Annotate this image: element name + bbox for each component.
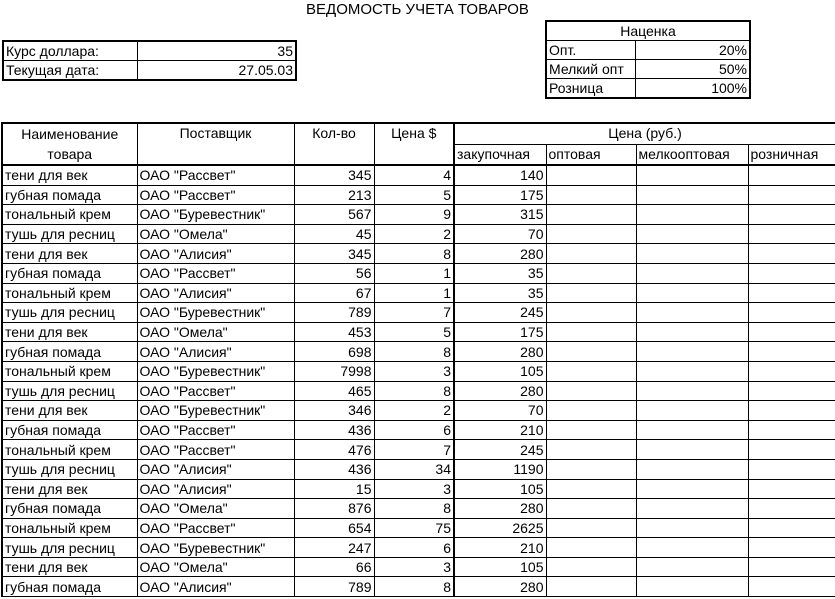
small-wholesale-cell[interactable] bbox=[636, 205, 748, 225]
price-usd-cell[interactable]: 6 bbox=[374, 420, 454, 440]
rate-row bbox=[3, 41, 296, 61]
rate-value-cell[interactable]: 35 bbox=[137, 41, 296, 61]
price-usd-cell[interactable]: 7 bbox=[374, 303, 454, 323]
qty-cell[interactable]: 453 bbox=[294, 322, 374, 342]
wholesale-cell[interactable] bbox=[546, 224, 636, 244]
small-wholesale-cell[interactable] bbox=[636, 244, 748, 264]
qty-cell[interactable]: 698 bbox=[294, 342, 374, 362]
purchase-cell[interactable]: 245 bbox=[454, 303, 546, 323]
qty-cell[interactable]: 346 bbox=[294, 401, 374, 421]
markup-label-cell[interactable]: Мелкий опт bbox=[546, 60, 635, 79]
wholesale-cell[interactable] bbox=[546, 263, 636, 283]
qty-cell[interactable]: 345 bbox=[294, 244, 374, 264]
supplier-cell[interactable]: ОАО "Рассвет" bbox=[137, 185, 294, 205]
wholesale-cell[interactable] bbox=[546, 322, 636, 342]
header-wholesale-cell[interactable]: оптовая bbox=[546, 144, 636, 165]
wholesale-cell[interactable] bbox=[546, 479, 636, 499]
supplier-cell[interactable]: ОАО "Рассвет" bbox=[137, 518, 294, 538]
wholesale-cell[interactable] bbox=[546, 577, 636, 597]
wholesale-cell[interactable] bbox=[546, 518, 636, 538]
retail-cell[interactable] bbox=[748, 303, 835, 323]
table-row bbox=[2, 381, 835, 401]
purchase-cell[interactable]: 35 bbox=[454, 263, 546, 283]
name-cell[interactable]: тональный крем bbox=[2, 440, 137, 460]
markup-row bbox=[546, 60, 750, 79]
qty-cell[interactable]: 345 bbox=[294, 165, 374, 185]
wholesale-cell[interactable] bbox=[546, 342, 636, 362]
small-wholesale-cell[interactable] bbox=[636, 283, 748, 303]
supplier-cell[interactable]: ОАО "Омела" bbox=[137, 499, 294, 519]
qty-cell[interactable]: 56 bbox=[294, 263, 374, 283]
name-cell[interactable]: тональный крем bbox=[2, 518, 137, 538]
small-wholesale-cell[interactable] bbox=[636, 342, 748, 362]
name-cell[interactable]: тушь для ресниц bbox=[2, 538, 137, 558]
price-usd-cell[interactable]: 6 bbox=[374, 538, 454, 558]
retail-cell[interactable] bbox=[748, 479, 835, 499]
name-cell[interactable]: тушь для ресниц bbox=[2, 224, 137, 244]
purchase-cell[interactable]: 315 bbox=[454, 205, 546, 225]
price-usd-cell[interactable]: 3 bbox=[374, 479, 454, 499]
name-cell[interactable]: губная помада bbox=[2, 420, 137, 440]
qty-cell[interactable]: 436 bbox=[294, 459, 374, 479]
qty-cell[interactable]: 7998 bbox=[294, 361, 374, 381]
retail-cell[interactable] bbox=[748, 342, 835, 362]
supplier-cell[interactable]: ОАО "Рассвет" bbox=[137, 165, 294, 185]
purchase-cell[interactable]: 175 bbox=[454, 185, 546, 205]
purchase-cell[interactable]: 245 bbox=[454, 440, 546, 460]
price-usd-cell[interactable]: 4 bbox=[374, 165, 454, 185]
qty-cell[interactable]: 476 bbox=[294, 440, 374, 460]
name-cell[interactable]: губная помада bbox=[2, 263, 137, 283]
purchase-cell[interactable]: 175 bbox=[454, 322, 546, 342]
retail-cell[interactable] bbox=[748, 538, 835, 558]
price-usd-cell[interactable]: 8 bbox=[374, 342, 454, 362]
price-usd-cell[interactable]: 5 bbox=[374, 322, 454, 342]
price-usd-cell[interactable]: 1 bbox=[374, 283, 454, 303]
table-row bbox=[2, 401, 835, 421]
table-row bbox=[2, 224, 835, 244]
purchase-cell[interactable]: 280 bbox=[454, 244, 546, 264]
retail-cell[interactable] bbox=[748, 518, 835, 538]
supplier-cell[interactable]: ОАО "Буревестник" bbox=[137, 401, 294, 421]
wholesale-cell[interactable] bbox=[546, 499, 636, 519]
small-wholesale-cell[interactable] bbox=[636, 381, 748, 401]
date-label-cell[interactable]: Текущая дата: bbox=[3, 61, 137, 81]
price-usd-cell[interactable]: 8 bbox=[374, 244, 454, 264]
rate-label-cell[interactable]: Курс доллара: bbox=[3, 41, 137, 61]
supplier-cell[interactable]: ОАО "Рассвет" bbox=[137, 420, 294, 440]
table-row bbox=[2, 244, 835, 264]
header-purchase-cell[interactable]: закупочная bbox=[454, 144, 546, 165]
purchase-cell[interactable]: 70 bbox=[454, 224, 546, 244]
markup-header-row bbox=[546, 21, 750, 41]
purchase-cell[interactable]: 2625 bbox=[454, 518, 546, 538]
wholesale-cell[interactable] bbox=[546, 165, 636, 185]
table-row bbox=[2, 479, 835, 499]
header-qty-cell[interactable]: Кол-во bbox=[294, 123, 374, 165]
retail-cell[interactable] bbox=[748, 420, 835, 440]
small-wholesale-cell[interactable] bbox=[636, 557, 748, 577]
markup-value-cell[interactable]: 100% bbox=[635, 79, 750, 99]
small-wholesale-cell[interactable] bbox=[636, 303, 748, 323]
price-usd-cell[interactable]: 3 bbox=[374, 361, 454, 381]
qty-cell[interactable]: 436 bbox=[294, 420, 374, 440]
table-row bbox=[2, 283, 835, 303]
purchase-cell[interactable]: 105 bbox=[454, 361, 546, 381]
table-row bbox=[2, 303, 835, 323]
purchase-cell[interactable]: 280 bbox=[454, 577, 546, 597]
price-usd-cell[interactable]: 8 bbox=[374, 381, 454, 401]
supplier-cell[interactable]: ОАО "Рассвет" bbox=[137, 440, 294, 460]
price-usd-cell[interactable]: 8 bbox=[374, 499, 454, 519]
small-wholesale-cell[interactable] bbox=[636, 263, 748, 283]
supplier-cell[interactable]: ОАО "Рассвет" bbox=[137, 263, 294, 283]
qty-cell[interactable]: 654 bbox=[294, 518, 374, 538]
purchase-cell[interactable]: 1190 bbox=[454, 459, 546, 479]
price-usd-cell[interactable]: 8 bbox=[374, 577, 454, 597]
name-cell[interactable]: тушь для ресниц bbox=[2, 459, 137, 479]
header-price-usd-cell[interactable]: Цена $ bbox=[374, 123, 454, 165]
qty-cell[interactable]: 66 bbox=[294, 557, 374, 577]
qty-cell[interactable]: 247 bbox=[294, 538, 374, 558]
retail-cell[interactable] bbox=[748, 244, 835, 264]
price-usd-cell[interactable]: 5 bbox=[374, 185, 454, 205]
supplier-cell[interactable]: ОАО "Алисия" bbox=[137, 283, 294, 303]
name-cell[interactable]: тени для век bbox=[2, 244, 137, 264]
wholesale-cell[interactable] bbox=[546, 244, 636, 264]
retail-cell[interactable] bbox=[748, 165, 835, 185]
wholesale-cell[interactable] bbox=[546, 283, 636, 303]
table-row bbox=[2, 499, 835, 519]
qty-cell[interactable]: 45 bbox=[294, 224, 374, 244]
name-cell[interactable]: губная помада bbox=[2, 342, 137, 362]
table-row bbox=[2, 440, 835, 460]
price-usd-cell[interactable]: 7 bbox=[374, 440, 454, 460]
header-retail-cell[interactable]: розничная bbox=[748, 144, 835, 165]
wholesale-cell[interactable] bbox=[546, 557, 636, 577]
supplier-cell[interactable]: ОАО "Буревестник" bbox=[137, 303, 294, 323]
supplier-cell[interactable]: ОАО "Алисия" bbox=[137, 342, 294, 362]
exchange-info-table bbox=[2, 40, 297, 81]
date-value-cell[interactable]: 27.05.03 bbox=[137, 61, 296, 81]
markup-row bbox=[546, 79, 750, 99]
small-wholesale-cell[interactable] bbox=[636, 165, 748, 185]
supplier-cell[interactable]: ОАО "Буревестник" bbox=[137, 361, 294, 381]
table-row bbox=[2, 557, 835, 577]
markup-row bbox=[546, 41, 750, 60]
goods-table bbox=[1, 122, 835, 597]
name-cell[interactable]: тушь для ресниц bbox=[2, 381, 137, 401]
wholesale-cell[interactable] bbox=[546, 538, 636, 558]
small-wholesale-cell[interactable] bbox=[636, 420, 748, 440]
supplier-cell[interactable]: ОАО "Буревестник" bbox=[137, 205, 294, 225]
small-wholesale-cell[interactable] bbox=[636, 499, 748, 519]
price-usd-cell[interactable]: 2 bbox=[374, 224, 454, 244]
purchase-cell[interactable]: 35 bbox=[454, 283, 546, 303]
name-cell[interactable]: тени для век bbox=[2, 322, 137, 342]
wholesale-cell[interactable] bbox=[546, 381, 636, 401]
wholesale-cell[interactable] bbox=[546, 185, 636, 205]
date-row bbox=[3, 61, 296, 81]
wholesale-cell[interactable] bbox=[546, 401, 636, 421]
purchase-cell[interactable]: 140 bbox=[454, 165, 546, 185]
retail-cell[interactable] bbox=[748, 381, 835, 401]
name-cell[interactable]: тени для век bbox=[2, 401, 137, 421]
qty-cell[interactable]: 213 bbox=[294, 185, 374, 205]
small-wholesale-cell[interactable] bbox=[636, 224, 748, 244]
markup-header-cell[interactable]: Наценка bbox=[546, 21, 750, 41]
table-row bbox=[2, 165, 835, 185]
supplier-cell[interactable]: ОАО "Алисия" bbox=[137, 479, 294, 499]
retail-cell[interactable] bbox=[748, 459, 835, 479]
retail-cell[interactable] bbox=[748, 283, 835, 303]
qty-cell[interactable]: 567 bbox=[294, 205, 374, 225]
header-name-cell[interactable]: Наименование товара bbox=[2, 123, 137, 165]
small-wholesale-cell[interactable] bbox=[636, 577, 748, 597]
retail-cell[interactable] bbox=[748, 361, 835, 381]
small-wholesale-cell[interactable] bbox=[636, 401, 748, 421]
name-cell[interactable]: тональный крем bbox=[2, 283, 137, 303]
retail-cell[interactable] bbox=[748, 185, 835, 205]
table-row bbox=[2, 322, 835, 342]
qty-cell[interactable]: 15 bbox=[294, 479, 374, 499]
retail-cell[interactable] bbox=[748, 577, 835, 597]
name-cell[interactable]: тональный крем bbox=[2, 205, 137, 225]
retail-cell[interactable] bbox=[748, 440, 835, 460]
supplier-cell[interactable]: ОАО "Алисия" bbox=[137, 577, 294, 597]
name-cell[interactable]: губная помада bbox=[2, 577, 137, 597]
markup-table bbox=[545, 20, 751, 99]
wholesale-cell[interactable] bbox=[546, 303, 636, 323]
table-row bbox=[2, 577, 835, 597]
small-wholesale-cell[interactable] bbox=[636, 518, 748, 538]
qty-cell[interactable]: 465 bbox=[294, 381, 374, 401]
name-cell[interactable]: губная помада bbox=[2, 499, 137, 519]
supplier-cell[interactable]: ОАО "Буревестник" bbox=[137, 538, 294, 558]
small-wholesale-cell[interactable] bbox=[636, 185, 748, 205]
qty-cell[interactable]: 789 bbox=[294, 303, 374, 323]
table-row bbox=[2, 538, 835, 558]
purchase-cell[interactable]: 70 bbox=[454, 401, 546, 421]
qty-cell[interactable]: 876 bbox=[294, 499, 374, 519]
markup-label-cell[interactable]: Опт. bbox=[546, 41, 635, 60]
price-usd-cell[interactable]: 34 bbox=[374, 459, 454, 479]
name-cell[interactable]: тушь для ресниц bbox=[2, 303, 137, 323]
table-row bbox=[2, 459, 835, 479]
small-wholesale-cell[interactable] bbox=[636, 440, 748, 460]
supplier-cell[interactable]: ОАО "Омела" bbox=[137, 557, 294, 577]
markup-value-cell[interactable]: 50% bbox=[635, 60, 750, 79]
price-usd-cell[interactable]: 1 bbox=[374, 263, 454, 283]
retail-cell[interactable] bbox=[748, 263, 835, 283]
name-cell[interactable]: тени для век bbox=[2, 557, 137, 577]
name-cell[interactable]: губная помада bbox=[2, 185, 137, 205]
price-usd-cell[interactable]: 3 bbox=[374, 557, 454, 577]
table-row bbox=[2, 263, 835, 283]
price-usd-cell[interactable]: 75 bbox=[374, 518, 454, 538]
supplier-cell[interactable]: ОАО "Алисия" bbox=[137, 459, 294, 479]
supplier-cell[interactable]: ОАО "Омела" bbox=[137, 322, 294, 342]
qty-cell[interactable]: 67 bbox=[294, 283, 374, 303]
purchase-cell[interactable]: 210 bbox=[454, 538, 546, 558]
purchase-cell[interactable]: 105 bbox=[454, 557, 546, 577]
wholesale-cell[interactable] bbox=[546, 361, 636, 381]
retail-cell[interactable] bbox=[748, 224, 835, 244]
retail-cell[interactable] bbox=[748, 401, 835, 421]
qty-cell[interactable]: 789 bbox=[294, 577, 374, 597]
table-row bbox=[2, 518, 835, 538]
wholesale-cell[interactable] bbox=[546, 440, 636, 460]
table-row bbox=[2, 205, 835, 225]
supplier-cell[interactable]: ОАО "Алисия" bbox=[137, 244, 294, 264]
supplier-cell[interactable]: ОАО "Омела" bbox=[137, 224, 294, 244]
header-price-rub-cell[interactable]: Цена (руб.) bbox=[454, 123, 835, 144]
small-wholesale-cell[interactable] bbox=[636, 538, 748, 558]
retail-cell[interactable] bbox=[748, 557, 835, 577]
small-wholesale-cell[interactable] bbox=[636, 322, 748, 342]
name-cell[interactable]: тени для век bbox=[2, 165, 137, 185]
header-small-wholesale-cell[interactable]: мелкооптовая bbox=[636, 144, 748, 165]
markup-label-cell[interactable]: Розница bbox=[546, 79, 635, 99]
retail-cell[interactable] bbox=[748, 205, 835, 225]
table-row bbox=[2, 185, 835, 205]
name-cell[interactable]: тени для век bbox=[2, 479, 137, 499]
price-usd-cell[interactable]: 2 bbox=[374, 401, 454, 421]
wholesale-cell[interactable] bbox=[546, 205, 636, 225]
small-wholesale-cell[interactable] bbox=[636, 361, 748, 381]
price-usd-cell[interactable]: 9 bbox=[374, 205, 454, 225]
purchase-cell[interactable]: 280 bbox=[454, 499, 546, 519]
name-cell[interactable]: тональный крем bbox=[2, 361, 137, 381]
purchase-cell[interactable]: 105 bbox=[454, 479, 546, 499]
table-row bbox=[2, 361, 835, 381]
retail-cell[interactable] bbox=[748, 322, 835, 342]
purchase-cell[interactable]: 280 bbox=[454, 342, 546, 362]
table-row bbox=[2, 420, 835, 440]
supplier-cell[interactable]: ОАО "Рассвет" bbox=[137, 381, 294, 401]
purchase-cell[interactable]: 210 bbox=[454, 420, 546, 440]
small-wholesale-cell[interactable] bbox=[636, 479, 748, 499]
markup-value-cell[interactable]: 20% bbox=[635, 41, 750, 60]
goods-header-row bbox=[2, 123, 835, 144]
goods-body bbox=[2, 165, 835, 597]
small-wholesale-cell[interactable] bbox=[636, 459, 748, 479]
sheet-title: ВЕДОМОСТЬ УЧЕТА ТОВАРОВ bbox=[306, 1, 529, 18]
wholesale-cell[interactable] bbox=[546, 459, 636, 479]
wholesale-cell[interactable] bbox=[546, 420, 636, 440]
header-supplier-cell[interactable]: Поставщик bbox=[137, 123, 294, 165]
retail-cell[interactable] bbox=[748, 499, 835, 519]
table-row bbox=[2, 342, 835, 362]
purchase-cell[interactable]: 280 bbox=[454, 381, 546, 401]
